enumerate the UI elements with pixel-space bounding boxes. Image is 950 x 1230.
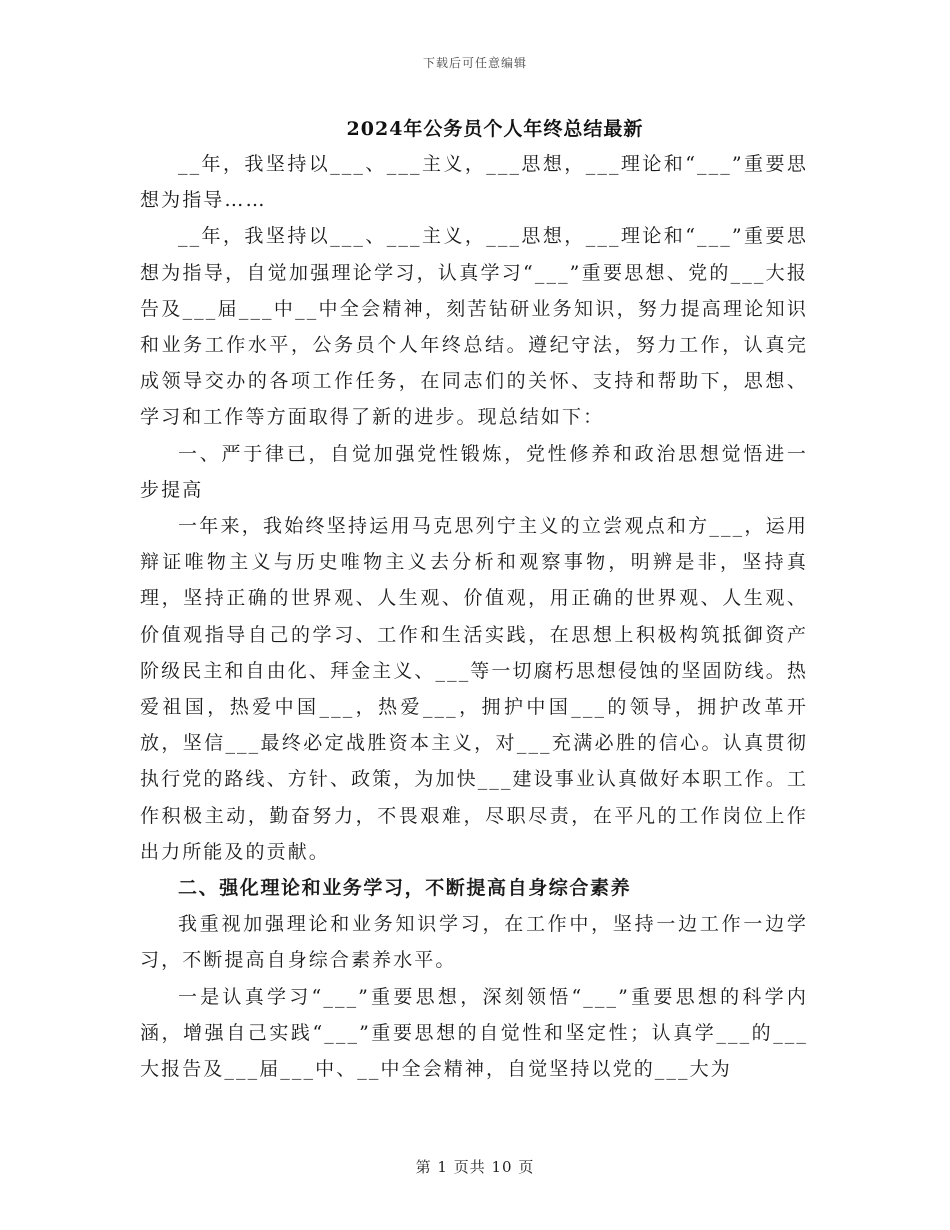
section-heading-2: 二、强化理论和业务学习，不断提高自身综合素养	[178, 877, 632, 900]
paragraph-section-1: 一年来，我始终坚持运用马克思列宁主义的立尝观点和方___，运用辩证唯物主义与历史唯物主义去分析和观察事物，明辨是非，坚持真理，坚持正确的世界观、人生观、价值观，用正确的世界观、人生观、价值观指导自己的学习、工作和生活实践，在思想上积极构筑抵御资产阶级民主和自由化、拜金主义、___等一切腐朽思想侵蚀的坚固防线。热爱祖国，热爱中国___，热爱___，拥护中国___的领导，拥护改革开放，坚信___最终必定战胜资本主义，对___充满必胜的信心。认真贯彻执行党的路线、方针、政策，为加快___建设事业认真做好本职工作。工作积极主动，勤奋努力，不畏艰难，尽职尽责，在平凡的工作岗位上作出力所能及的贡献。	[140, 515, 808, 863]
document-body	[140, 146, 808, 1087]
paragraph-section-2-intro: 我重视加强理论和业务知识学习，在工作中，坚持一边工作一边学习，不断提高自身综合素养水平。	[140, 913, 808, 972]
paragraph-intro-summary: __年，我坚持以___、___主义，___思想，___理论和“___”重要思想为指导……	[140, 153, 808, 212]
paragraph-section-2-point-1: 一是认真学习“___”重要思想，深刻领悟“___”重要思想的科学内涵，增强自己实践“___”重要思想的自觉性和坚定性；认真学___的___大报告及___届___中、__中全会精神，自觉坚持以党的___大为	[140, 985, 808, 1081]
header-note: 下载后可任意编辑	[422, 56, 527, 70]
document-title: 2024年公务员个人年终总结最新	[346, 118, 644, 140]
section-heading-1: 一、严于律已，自觉加强党性锻炼，党性修养和政治思想觉悟进一步提高	[140, 442, 808, 501]
page-number: 第 1 页共 10 页	[415, 1158, 535, 1176]
paragraph-intro: __年，我坚持以___、___主义，___思想，___理论和“___”重要思想为指导，自觉加强理论学习，认真学习“___”重要思想、党的___大报告及___届___中__中全会精神，刻苦钻研业务知识，努力提高理论知识和业务工作水平，公务员个人年终总结。遵纪守法，努力工作，认真完成领导交办的各项工作任务，在同志们的关怀、支持和帮助下，思想、学习和工作等方面取得了新的进步。现总结如下：	[140, 225, 808, 429]
